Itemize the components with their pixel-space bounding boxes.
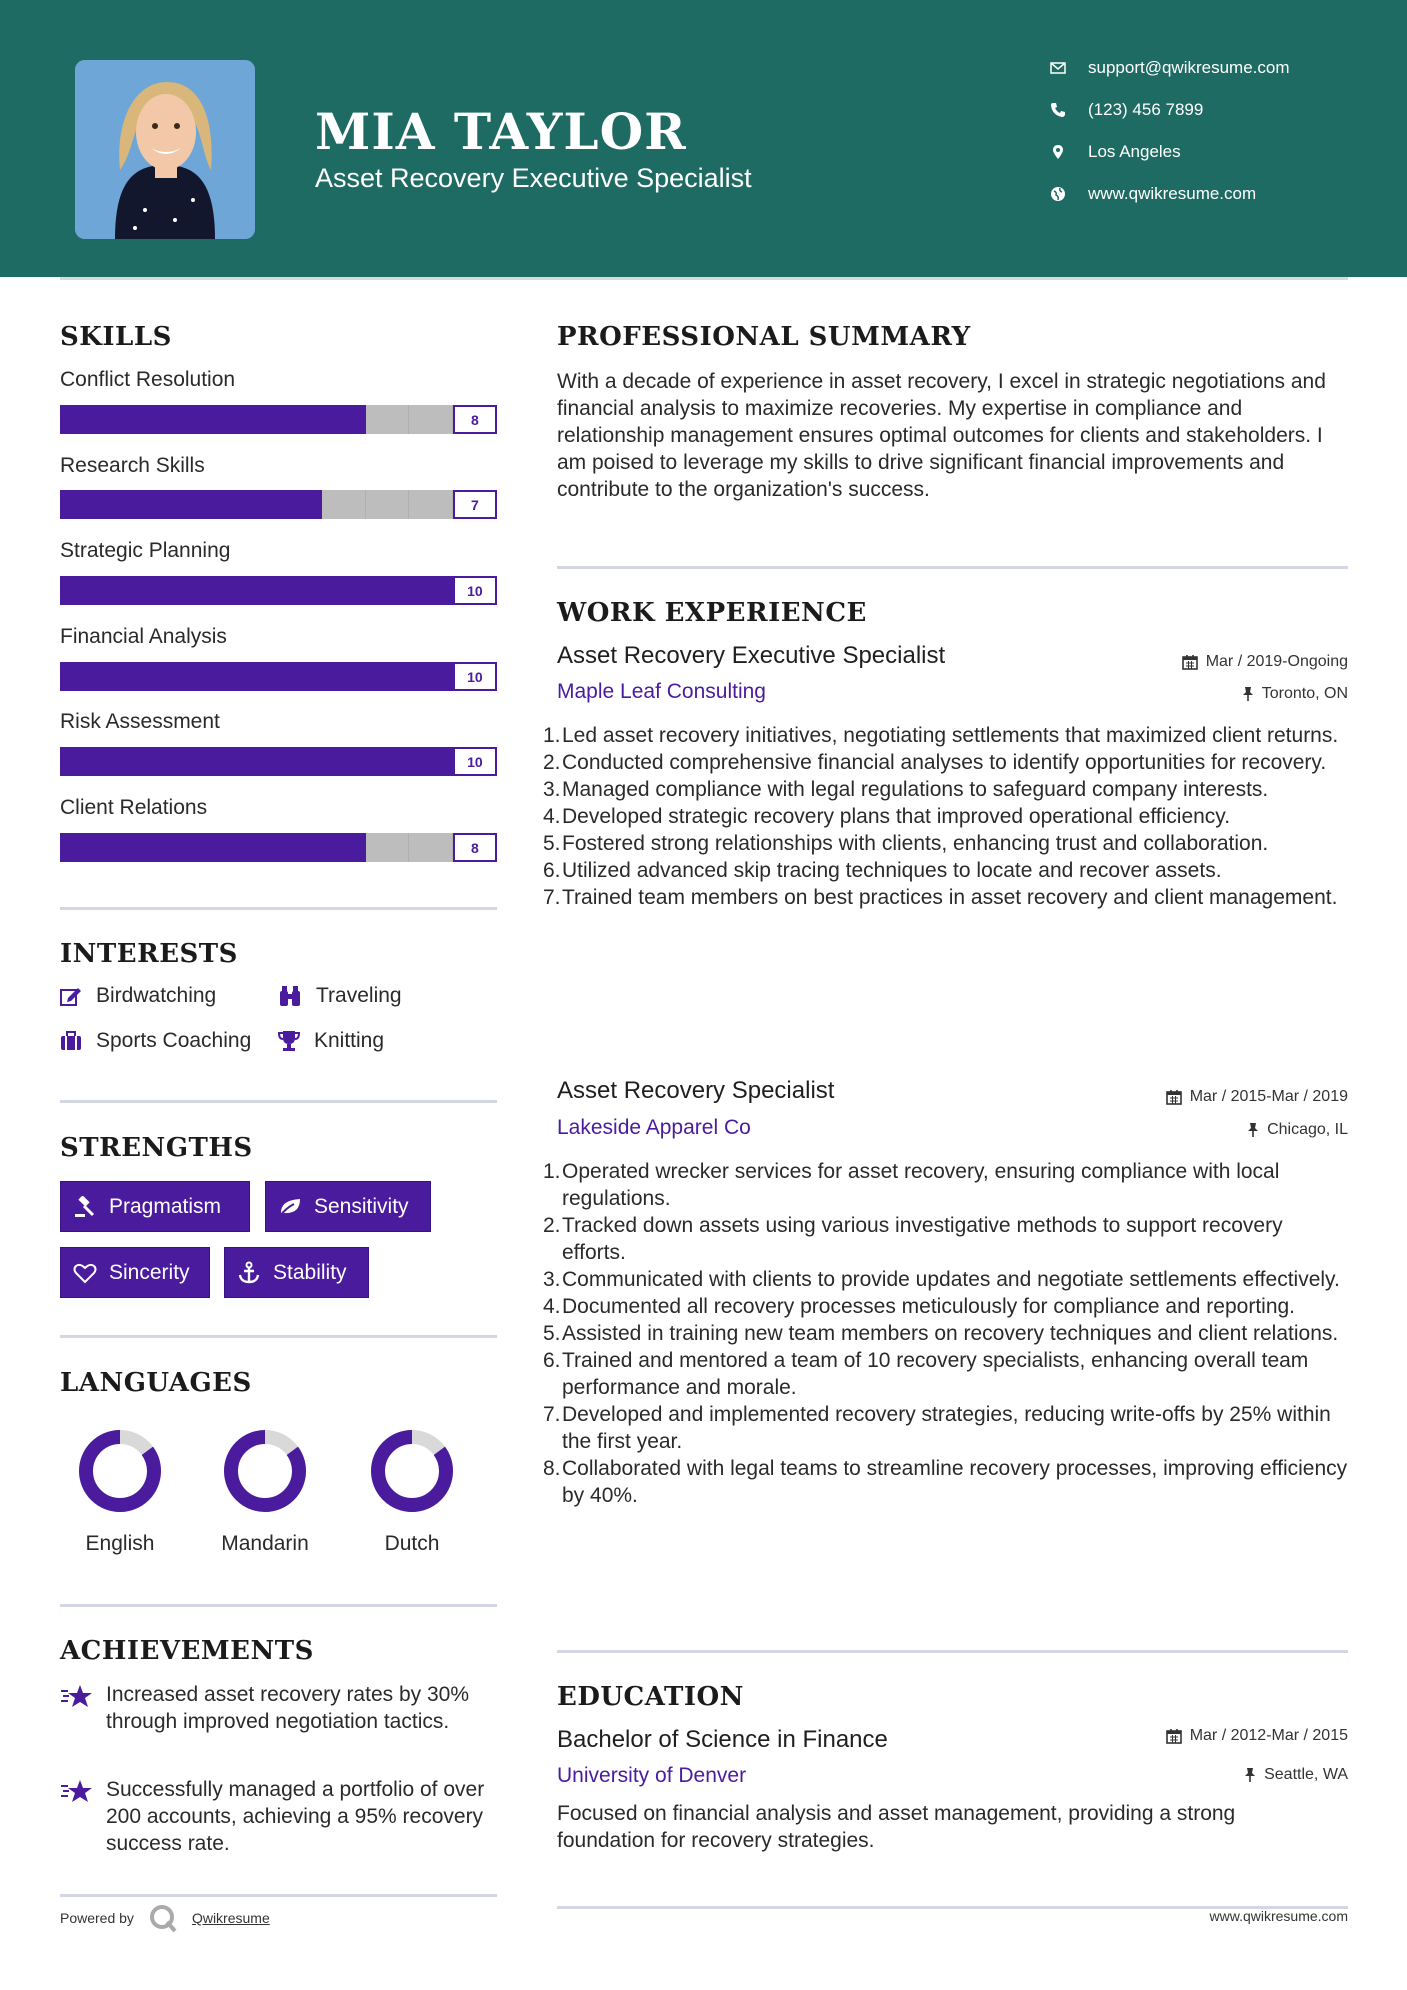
skill-bar (60, 662, 497, 691)
experience-heading: WORK EXPERIENCE (557, 598, 867, 628)
duty-item (543, 722, 1352, 749)
skill-bar-segment (60, 405, 104, 434)
skill-value-badge: 10 (453, 662, 497, 691)
skill-bar-segment (278, 405, 322, 434)
contact-location-text: Los Angeles (1088, 142, 1181, 161)
duty-item (543, 1266, 1352, 1293)
skill-bar-segment (409, 405, 453, 434)
job-location (1242, 685, 1348, 703)
skill-bar-segment (278, 662, 322, 691)
skill-bar-segment (409, 662, 453, 691)
job-location-text: Chicago, IL (1267, 1121, 1348, 1138)
duty-number: 7. (543, 886, 561, 909)
duty-number: 4. (543, 1295, 561, 1318)
qwikresume-link[interactable]: Qwikresume (191, 1910, 270, 1926)
interest-label: Sports Coaching (96, 1029, 252, 1052)
contact-email[interactable] (1050, 58, 1390, 78)
degree-title: Bachelor of Science in Finance (557, 1726, 888, 1753)
skill-bar-segment (104, 490, 148, 519)
skill-bar-segment (235, 747, 279, 776)
duty-number: 3. (543, 1268, 561, 1291)
interest-item (278, 984, 402, 1008)
duty-number: 4. (543, 805, 561, 828)
section-divider (60, 1894, 497, 1897)
binoculars-icon (278, 985, 302, 1007)
duty-item (543, 776, 1352, 803)
contact-location (1050, 142, 1390, 162)
duty-number: 2. (543, 1214, 561, 1237)
briefcase-icon (60, 1031, 82, 1051)
skill-bar (60, 490, 497, 519)
map-pin-icon (1050, 144, 1066, 160)
skill-bar-segment (147, 833, 191, 862)
skill-bar-segment (60, 662, 104, 691)
strength-chip (60, 1181, 250, 1232)
duty-item (543, 884, 1352, 911)
job-dates-text: Mar / 2019-Ongoing (1205, 653, 1348, 670)
skill-value-badge: 8 (453, 405, 497, 434)
strength-label: Sincerity (109, 1260, 190, 1284)
calendar-icon (1166, 1089, 1182, 1105)
skill-bar-segment (235, 662, 279, 691)
duty-item (543, 1212, 1352, 1266)
candidate-name: MIA TAYLOR (315, 102, 687, 161)
skill-bar-segment (60, 576, 104, 605)
skill-bar-segment (191, 576, 235, 605)
skill-bar-segment (322, 747, 366, 776)
heart-icon (73, 1262, 97, 1284)
education-location-text: Seattle, WA (1264, 1766, 1348, 1783)
achievement-item (60, 1681, 500, 1735)
section-divider (60, 1335, 497, 1338)
school-name: University of Denver (557, 1764, 747, 1787)
skill-label: Financial Analysis (60, 625, 227, 648)
education-dates (1166, 1727, 1348, 1745)
summary-heading: PROFESSIONAL SUMMARY (557, 322, 971, 352)
skill-bar-segment (147, 576, 191, 605)
skill-bar-segment (366, 662, 410, 691)
contact-website-text: www.qwikresume.com (1088, 184, 1257, 203)
job-dates-text: Mar / 2015-Mar / 2019 (1189, 1088, 1348, 1105)
skill-bar-segment (191, 662, 235, 691)
skill-bar-segment (104, 405, 148, 434)
strength-chip (60, 1247, 210, 1298)
interest-item (60, 984, 216, 1008)
company-name: Lakeside Apparel Co (557, 1116, 751, 1139)
skill-bar-segment (147, 747, 191, 776)
duty-number: 3. (543, 778, 561, 801)
duty-text: Fostered strong relationships with clients, enhancing trust and collaboration. (562, 832, 1269, 855)
skill-bar-segment (366, 405, 410, 434)
duty-number: 5. (543, 832, 561, 855)
anchor-icon (237, 1261, 261, 1285)
duty-item (543, 1293, 1352, 1320)
duty-number: 6. (543, 1349, 561, 1372)
skill-bar-segment (366, 833, 410, 862)
skill-bar-segment (322, 490, 366, 519)
skill-bar-segment (409, 833, 453, 862)
calendar-icon (1182, 654, 1198, 670)
language-ring (369, 1428, 455, 1514)
skill-label: Client Relations (60, 796, 208, 819)
interest-label: Birdwatching (96, 984, 217, 1007)
duty-number: 1. (543, 1160, 561, 1183)
education-heading: EDUCATION (557, 1682, 744, 1712)
duty-text: Communicated with clients to provide updates and negotiate settlements effectively. (562, 1268, 1340, 1291)
duty-text: Conducted comprehensive financial analyses to identify opportunities for recovery. (562, 751, 1327, 774)
interest-item (278, 1029, 384, 1053)
skill-bar-segment (104, 576, 148, 605)
skill-bar-segment (147, 405, 191, 434)
calendar-icon (1166, 1728, 1182, 1744)
duty-item (543, 749, 1352, 776)
language-label: Dutch (384, 1532, 440, 1555)
achievement-item (60, 1776, 500, 1857)
skill-bar-segment (322, 576, 366, 605)
section-divider (557, 566, 1348, 569)
skill-bar-segment (278, 576, 322, 605)
language-label: Mandarin (221, 1532, 309, 1555)
skill-label: Conflict Resolution (60, 368, 236, 391)
duty-item (543, 1158, 1352, 1212)
duty-number: 2. (543, 751, 561, 774)
header-divider (60, 277, 1348, 280)
duty-item (543, 1401, 1352, 1455)
skill-bar-segment (235, 576, 279, 605)
profile-photo (75, 60, 255, 239)
powered-by-label: Powered by (60, 1910, 134, 1926)
job-dates (1182, 653, 1348, 671)
skill-label: Strategic Planning (60, 539, 231, 562)
skill-bar-segment (278, 747, 322, 776)
skill-value-badge: 10 (453, 576, 497, 605)
skill-bar-segment (147, 490, 191, 519)
skill-bar (60, 576, 497, 605)
duty-number: 5. (543, 1322, 561, 1345)
skill-bar-segment (104, 662, 148, 691)
interest-label: Knitting (314, 1029, 385, 1052)
skill-bar-segment (322, 662, 366, 691)
strengths-heading: STRENGTHS (60, 1133, 253, 1163)
pushpin-icon (1247, 1122, 1259, 1138)
skill-bar-segment (147, 662, 191, 691)
duty-number: 7. (543, 1403, 561, 1426)
skill-bar (60, 405, 497, 434)
duty-text: Developed and implemented recovery strategies, reducing write-offs by 25% within the first year. (562, 1403, 1331, 1453)
duty-text: Assisted in training new team members on recovery techniques and client relations. (562, 1322, 1339, 1345)
job-dates (1166, 1088, 1348, 1106)
skill-label: Risk Assessment (60, 710, 220, 733)
language-ring (77, 1428, 163, 1514)
skills-heading: SKILLS (60, 322, 172, 352)
skill-bar-segment (235, 833, 279, 862)
achievements-heading: ACHIEVEMENTS (60, 1636, 314, 1666)
pushpin-icon (1242, 686, 1254, 702)
interest-label: Traveling (316, 984, 402, 1007)
duty-text: Trained and mentored a team of 10 recovery specialists, enhancing overall team performance and morale. (562, 1349, 1309, 1399)
powered-by (60, 1903, 270, 1933)
duty-text: Managed compliance with legal regulations to safeguard company interests. (562, 778, 1269, 801)
language-ring (222, 1428, 308, 1514)
contact-website[interactable] (1050, 184, 1390, 204)
duty-number: 8. (543, 1457, 561, 1480)
job-location (1247, 1121, 1348, 1139)
leaf-icon (278, 1196, 302, 1218)
achievement-text: Successfully managed a portfolio of over 200 accounts, achieving a 95% recovery success rate. (106, 1778, 485, 1855)
strength-chip (265, 1181, 431, 1232)
skill-bar-segment (104, 747, 148, 776)
duty-item (543, 1347, 1352, 1401)
duty-text: Tracked down assets using various investigative methods to support recovery efforts. (562, 1214, 1283, 1264)
skill-bar-segment (409, 490, 453, 519)
skill-bar-segment (60, 747, 104, 776)
skill-bar-segment (409, 576, 453, 605)
duties-list (543, 1158, 1352, 1509)
section-divider (557, 1650, 1348, 1653)
language-label: English (85, 1532, 155, 1555)
duty-text: Utilized advanced skip tracing techniques to locate and recover assets. (562, 859, 1222, 882)
education-dates-text: Mar / 2012-Mar / 2015 (1189, 1727, 1348, 1744)
education-location (1244, 1766, 1348, 1784)
skill-bar-segment (366, 576, 410, 605)
section-divider (60, 1604, 497, 1607)
skill-bar-segment (322, 833, 366, 862)
job-title: Asset Recovery Executive Specialist (557, 642, 946, 669)
strength-label: Sensitivity (314, 1194, 409, 1218)
duty-item (543, 1455, 1352, 1509)
company-name: Maple Leaf Consulting (557, 680, 766, 703)
header-banner (0, 0, 1407, 277)
skill-bar-segment (322, 405, 366, 434)
job-location-text: Toronto, ON (1261, 685, 1348, 702)
qwikresume-logo-icon (148, 1903, 178, 1933)
duty-item (543, 803, 1352, 830)
duty-item (543, 1320, 1352, 1347)
trophy-icon (278, 1030, 300, 1052)
skill-bar-segment (60, 833, 104, 862)
skill-value-badge: 8 (453, 833, 497, 862)
skill-bar-segment (104, 833, 148, 862)
skill-value-badge: 7 (453, 490, 497, 519)
interests-heading: INTERESTS (60, 939, 238, 969)
duty-text: Documented all recovery processes meticulously for compliance and reporting. (562, 1295, 1296, 1318)
skill-bar-segment (235, 405, 279, 434)
phone-icon (1050, 102, 1066, 118)
skill-bar-segment (278, 490, 322, 519)
strength-chip (224, 1247, 369, 1298)
duty-text: Operated wrecker services for asset recovery, ensuring compliance with local regulations. (562, 1160, 1280, 1210)
skill-bar-segment (366, 747, 410, 776)
duty-text: Developed strategic recovery plans that improved operational efficiency. (562, 805, 1231, 828)
duty-number: 6. (543, 859, 561, 882)
interest-item (60, 1029, 251, 1053)
skill-bar-segment (191, 490, 235, 519)
skill-bar-segment (191, 833, 235, 862)
skill-bar-segment (235, 490, 279, 519)
skill-bar-segment (409, 747, 453, 776)
education-description: Focused on financial analysis and asset management, providing a strong foundation for recovery strategies. (557, 1802, 1236, 1852)
contact-email-text: support@qwikresume.com (1088, 58, 1290, 77)
contact-phone[interactable] (1050, 100, 1390, 120)
contact-phone-text: (123) 456 7899 (1088, 100, 1204, 119)
globe-icon (1050, 186, 1066, 202)
skill-value-badge: 10 (453, 747, 497, 776)
languages-heading: LANGUAGES (60, 1368, 252, 1398)
duty-item (543, 830, 1352, 857)
skill-bar-segment (366, 490, 410, 519)
shooting-star-icon (60, 1683, 94, 1709)
achievement-text: Increased asset recovery rates by 30% through improved negotiation tactics. (106, 1683, 470, 1733)
skill-bar-segment (278, 833, 322, 862)
strength-label: Pragmatism (109, 1194, 222, 1218)
edit-icon (60, 986, 82, 1006)
strength-label: Stability (273, 1260, 347, 1284)
duty-text: Trained team members on best practices in asset recovery and client management. (562, 886, 1338, 909)
job-title: Asset Recovery Specialist (557, 1077, 835, 1104)
skill-bar-segment (191, 747, 235, 776)
duty-text: Collaborated with legal teams to streamline recovery processes, improving efficiency by 40%. (562, 1457, 1348, 1507)
envelope-icon (1050, 60, 1066, 76)
section-divider (60, 1100, 497, 1103)
skill-bar-segment (191, 405, 235, 434)
pushpin-icon (1244, 1767, 1256, 1783)
candidate-title: Asset Recovery Executive Specialist (315, 163, 752, 193)
skill-bar-segment (60, 490, 104, 519)
duty-item (543, 857, 1352, 884)
skill-bar (60, 833, 497, 862)
skill-label: Research Skills (60, 454, 205, 477)
summary-text: With a decade of experience in asset recovery, I excel in strategic negotiations and financial analysis to maximize recoveries. My expertise in compliance and relationship management ensures optimal outcomes for clients and stakeholders. I am poised to leverage my skills to drive significant financial improvements and contribute to the organization's success. (557, 370, 1326, 501)
gavel-icon (73, 1196, 97, 1218)
duty-number: 1. (543, 724, 561, 747)
duty-text: Led asset recovery initiatives, negotiating settlements that maximized client returns. (562, 724, 1339, 747)
footer-website[interactable]: www.qwikresume.com (1209, 1908, 1348, 1924)
section-divider (60, 907, 497, 910)
skill-bar (60, 747, 497, 776)
shooting-star-icon (60, 1778, 94, 1804)
duties-list (543, 722, 1352, 911)
